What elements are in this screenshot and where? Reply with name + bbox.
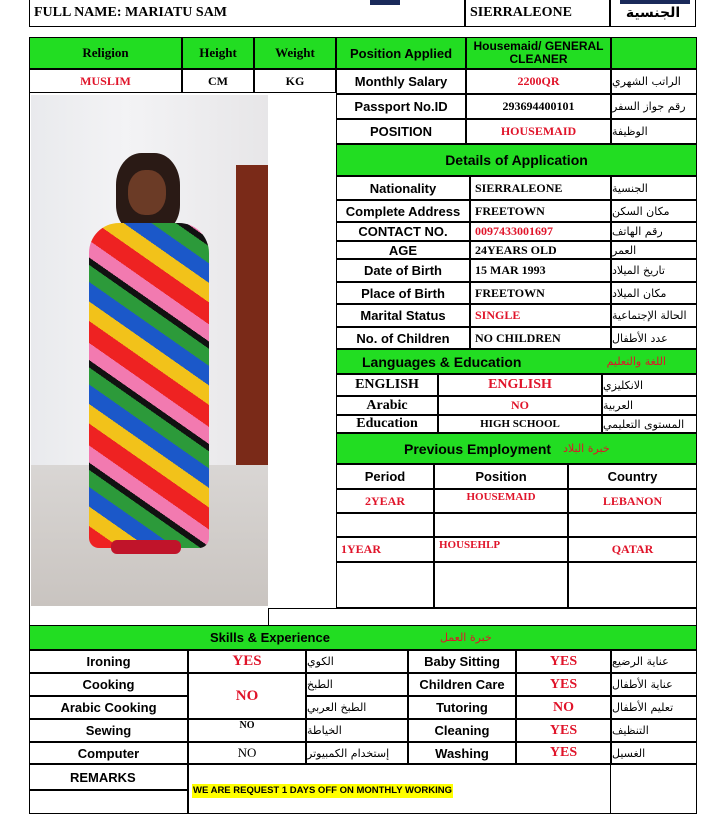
skill-left-label-2-text: Arabic Cooking	[60, 700, 157, 715]
lang-ar-2	[602, 415, 697, 433]
detail-label-2-text: CONTACT NO.	[358, 224, 448, 239]
skill-right-value-0-text: YES	[549, 653, 578, 669]
detail-ar-4-text: تاريخ الميلاد	[612, 264, 665, 277]
detail-label-2	[336, 222, 470, 241]
info-value-0	[466, 69, 611, 94]
info-label-2	[336, 119, 466, 144]
detail-value-7	[470, 327, 611, 349]
religion-value	[29, 69, 182, 93]
info-ar-0-text: الراتب الشهري	[612, 75, 681, 88]
detail-value-4-text: 15 MAR 1993	[475, 263, 546, 277]
weight-label-text: Weight	[275, 45, 315, 60]
lang-label-1	[336, 396, 438, 415]
lang-label-2-text: Education	[356, 416, 418, 431]
skill-left-label-4	[29, 742, 188, 764]
info-label-1-text: Passport No.ID	[354, 99, 448, 114]
weight-value-text: KG	[285, 73, 305, 88]
detail-ar-6	[611, 304, 697, 327]
skill-right-label-2	[408, 696, 516, 719]
employment-blank-1b	[434, 513, 568, 537]
skill-right-value-1	[516, 673, 611, 696]
skill-left-ar-2	[306, 696, 408, 719]
detail-label-4-text: Date of Birth	[364, 263, 442, 278]
employment-row-2-period	[336, 537, 434, 562]
detail-label-6-text: Marital Status	[360, 308, 446, 323]
skill-left-ar-0-text: الكوي	[307, 655, 334, 668]
employment-row-1-position	[434, 489, 568, 513]
info-ar-0	[611, 69, 697, 94]
photo-door	[236, 165, 268, 475]
detail-ar-3-text: العمر	[612, 243, 637, 257]
employment-country-2: QATAR	[611, 542, 654, 556]
skill-right-label-1-text: Children Care	[419, 677, 505, 692]
skill-left-label-0-text: Ironing	[86, 654, 131, 669]
skill-left-ar-0	[306, 650, 408, 673]
position-applied-value	[466, 37, 611, 69]
skill-right-ar-0	[611, 650, 697, 673]
detail-value-3-text: 24YEARS OLD	[475, 242, 557, 257]
skill-right-label-2-text: Tutoring	[436, 700, 488, 715]
detail-value-0	[470, 176, 611, 200]
info-value-0-text: 2200QR	[517, 74, 560, 88]
employment-row-1-country	[568, 489, 697, 513]
header-nationality-ar	[610, 0, 696, 27]
employment-row-2-position	[434, 537, 568, 562]
info-label-0-text: Monthly Salary	[354, 74, 448, 89]
languages-title-ar: اللغة والتعليم	[606, 355, 666, 368]
lang-label-1-text: Arabic	[366, 397, 408, 413]
skill-right-ar-0-text: عناية الرضيع	[612, 655, 669, 668]
full-name-text: FULL NAME: MARIATU SAM	[34, 5, 228, 20]
religion-label-text: Religion	[82, 45, 129, 60]
remarks-note-text: WE ARE REQUEST 1 DAYS OFF ON MONTHLY WORKING	[193, 785, 452, 796]
skill-right-value-0	[516, 650, 611, 673]
remarks-right	[610, 764, 697, 814]
skill-right-ar-2-text: تعليم الأطفال	[612, 701, 674, 714]
info-value-2	[466, 119, 611, 144]
lang-ar-0-text: الانكليزي	[603, 378, 644, 392]
detail-value-2	[470, 222, 611, 241]
skill-right-value-4-text: YES	[549, 745, 578, 760]
detail-label-5	[336, 282, 470, 304]
detail-value-1	[470, 200, 611, 222]
height-value	[182, 69, 254, 93]
detail-ar-0	[611, 176, 697, 200]
detail-label-3	[336, 241, 470, 259]
skill-left-ar-3	[306, 719, 408, 742]
detail-label-3-text: AGE	[388, 242, 418, 258]
skill-right-value-3-text: YES	[549, 722, 578, 738]
skill-right-ar-4	[611, 742, 697, 764]
employment-title-ar: خبرة البلاد	[563, 442, 610, 455]
detail-label-4	[336, 259, 470, 282]
employment-header-country-text: Country	[607, 469, 658, 484]
lang-ar-2-text: المستوى التعليمي	[603, 417, 685, 431]
skill-left-ar-1-text: الطبخ	[307, 678, 333, 691]
employment-header-position	[434, 464, 568, 489]
employment-header-period	[336, 464, 434, 489]
detail-value-3	[470, 241, 611, 259]
skill-left-label-3	[29, 719, 188, 742]
remarks-label	[29, 764, 188, 790]
remarks-label-text: REMARKS	[70, 769, 136, 785]
info-ar-2	[611, 119, 697, 144]
info-label-2-text: POSITION	[369, 124, 433, 139]
lang-value-1	[438, 396, 602, 415]
skill-right-label-0-text: Baby Sitting	[424, 654, 500, 669]
lang-value-1-text: NO	[511, 398, 529, 412]
position-applied-value-text: Housemaid/ GENERAL CLEANER	[473, 39, 604, 66]
detail-ar-0-text: الجنسية	[612, 181, 648, 195]
skills-title-ar: خبرة العمل	[439, 631, 492, 644]
skill-right-label-4	[408, 742, 516, 764]
skill-left-ar-4-text: إستخدام الكمبيوتر	[307, 746, 390, 760]
info-value-1	[466, 94, 611, 119]
detail-ar-1	[611, 200, 697, 222]
header-nationality	[465, 0, 610, 27]
position-applied-label-text: Position Applied	[349, 45, 453, 61]
employment-title-text: Previous Employment	[404, 440, 552, 457]
skill-right-ar-3-text: التنظيف	[612, 724, 649, 737]
employment-blank-1a	[336, 513, 434, 537]
detail-label-1	[336, 200, 470, 222]
height-value-text: CM	[208, 73, 228, 88]
detail-ar-7	[611, 327, 697, 349]
religion-value-text: MUSLIM	[80, 73, 131, 88]
detail-label-0	[336, 176, 470, 200]
employment-position-2: HOUSEHLP	[439, 539, 501, 551]
skill-left-label-0	[29, 650, 188, 673]
detail-value-5	[470, 282, 611, 304]
skill-right-value-4	[516, 742, 611, 764]
skill-right-label-3-text: Cleaning	[434, 723, 490, 738]
lang-ar-0	[602, 374, 697, 396]
skill-left-ar-4	[306, 742, 408, 764]
employment-row-2-country	[568, 537, 697, 562]
skill-right-value-1-text: YES	[549, 676, 578, 692]
detail-label-5-text: Place of Birth	[361, 285, 445, 301]
detail-label-7	[336, 327, 470, 349]
lang-ar-1	[602, 396, 697, 415]
detail-value-4	[470, 259, 611, 282]
weight-value	[254, 69, 336, 93]
detail-ar-2	[611, 222, 697, 241]
skill-left-label-4-text: Computer	[77, 745, 140, 761]
lang-label-2	[336, 415, 438, 433]
detail-label-7-text: No. of Children	[356, 330, 450, 346]
skill-right-ar-2	[611, 696, 697, 719]
skill-left-ar-2-text: الطبخ العربي	[307, 701, 367, 714]
employment-period-1: 2YEAR	[364, 493, 405, 508]
lang-value-0-text: ENGLISH	[488, 377, 552, 392]
skill-left-label-1-text: Cooking	[82, 677, 135, 692]
detail-value-1-text: FREETOWN	[475, 203, 545, 218]
height-label	[182, 37, 254, 69]
skill-left-ar-3-text: الخياطة	[307, 724, 342, 737]
lang-value-2	[438, 415, 602, 433]
detail-value-6	[470, 304, 611, 327]
skill-right-label-1	[408, 673, 516, 696]
skill-left-value-4-text: NO	[237, 745, 257, 760]
skill-left-value-3	[188, 719, 306, 742]
detail-label-1-text: Complete Address	[345, 203, 461, 219]
lang-value-0	[438, 374, 602, 396]
skill-right-ar-4-text: الغسيل	[612, 746, 646, 760]
remarks-note	[192, 784, 453, 798]
detail-label-6	[336, 304, 470, 327]
lang-label-0-text: ENGLISH	[355, 377, 419, 392]
skill-right-value-3	[516, 719, 611, 742]
skill-left-ar-1	[306, 673, 408, 696]
skills-title-text: Skills & Experience	[210, 630, 330, 645]
skill-right-ar-1	[611, 673, 697, 696]
detail-value-7-text: NO CHILDREN	[475, 330, 561, 345]
skills-title	[29, 625, 697, 650]
photo-person-face	[128, 170, 166, 215]
lang-ar-1-text: العربية	[603, 399, 634, 412]
lang-value-2-text: HIGH SCHOOL	[480, 418, 560, 430]
header-logo-bar-2	[620, 0, 690, 4]
lang-label-0	[336, 374, 438, 396]
detail-ar-6-text: الحالة الإجتماعية	[612, 309, 687, 322]
remarks-blank	[29, 790, 188, 814]
employment-position-1: HOUSEMAID	[466, 491, 536, 503]
info-label-1	[336, 94, 466, 119]
skill-right-label-3	[408, 719, 516, 742]
employment-period-2: 1YEAR	[341, 542, 382, 556]
info-ar-1	[611, 94, 697, 119]
photo-person-feet	[111, 540, 181, 554]
detail-ar-5	[611, 282, 697, 304]
detail-ar-7-text: عدد الأطفال	[612, 331, 668, 345]
skill-left-label-3-text: Sewing	[85, 723, 132, 738]
skill-left-value-0	[188, 650, 306, 673]
employment-blank-2c	[568, 562, 697, 608]
skill-right-label-4-text: Washing	[435, 745, 489, 761]
info-label-0	[336, 69, 466, 94]
detail-label-0-text: Nationality	[369, 180, 437, 196]
skill-right-value-2-text: NO	[553, 699, 574, 715]
candidate-photo	[31, 95, 268, 606]
employment-blank-1c	[568, 513, 697, 537]
skill-right-ar-3	[611, 719, 697, 742]
photo-person-dress	[89, 223, 209, 548]
languages-title-text: Languages & Education	[362, 353, 522, 370]
languages-title	[336, 349, 697, 374]
employment-header-position-text: Position	[475, 469, 527, 484]
skill-right-value-2	[516, 696, 611, 719]
employment-row-1-period	[336, 489, 434, 513]
info-value-1-text: 293694400101	[502, 99, 575, 113]
religion-label	[29, 37, 182, 69]
skill-right-ar-1-text: عناية الأطفال	[612, 678, 673, 691]
header-logo-bar	[370, 0, 400, 5]
skill-left-value-0-text: YES	[232, 653, 262, 669]
detail-value-6-text: SINGLE	[475, 308, 521, 322]
header-nationality-ar-text: الجنسية	[625, 5, 681, 21]
info-value-2-text: HOUSEMAID	[500, 124, 577, 138]
position-applied-label	[336, 37, 466, 69]
detail-ar-1-text: مكان السكن	[612, 204, 670, 218]
employment-country-1: LEBANON	[602, 493, 663, 508]
cooking-merged-value	[188, 673, 306, 719]
cooking-merged-text: NO	[235, 687, 259, 704]
detail-ar-3	[611, 241, 697, 259]
detail-ar-4	[611, 259, 697, 282]
employment-title	[336, 433, 697, 464]
detail-ar-5-text: مكان الميلاد	[612, 286, 667, 300]
detail-value-2-text: 0097433001697	[475, 224, 553, 238]
header-nationality-text: SIERRALEONE	[470, 5, 572, 20]
employment-blank-3a	[268, 608, 697, 625]
info-ar-2-text: الوظيفة	[612, 125, 648, 138]
position-applied-blank	[611, 37, 697, 69]
skill-right-label-0	[408, 650, 516, 673]
height-label-text: Height	[199, 45, 237, 60]
skill-left-value-4	[188, 742, 306, 764]
weight-label	[254, 37, 336, 69]
skill-left-label-1	[29, 673, 188, 696]
detail-value-0-text: SIERRALEONE	[475, 180, 563, 195]
details-title	[336, 144, 697, 176]
info-ar-1-text: رقم جواز السفر	[612, 100, 686, 113]
employment-blank-2b	[434, 562, 568, 608]
detail-ar-2-text: رقم الهاتف	[612, 225, 663, 238]
employment-blank-2a	[336, 562, 434, 608]
employment-header-country	[568, 464, 697, 489]
skill-left-label-2	[29, 696, 188, 719]
detail-value-5-text: FREETOWN	[475, 285, 545, 300]
skill-left-value-3-text: NO	[239, 720, 255, 731]
employment-header-period-text: Period	[364, 469, 406, 484]
details-title-text: Details of Application	[445, 152, 588, 168]
